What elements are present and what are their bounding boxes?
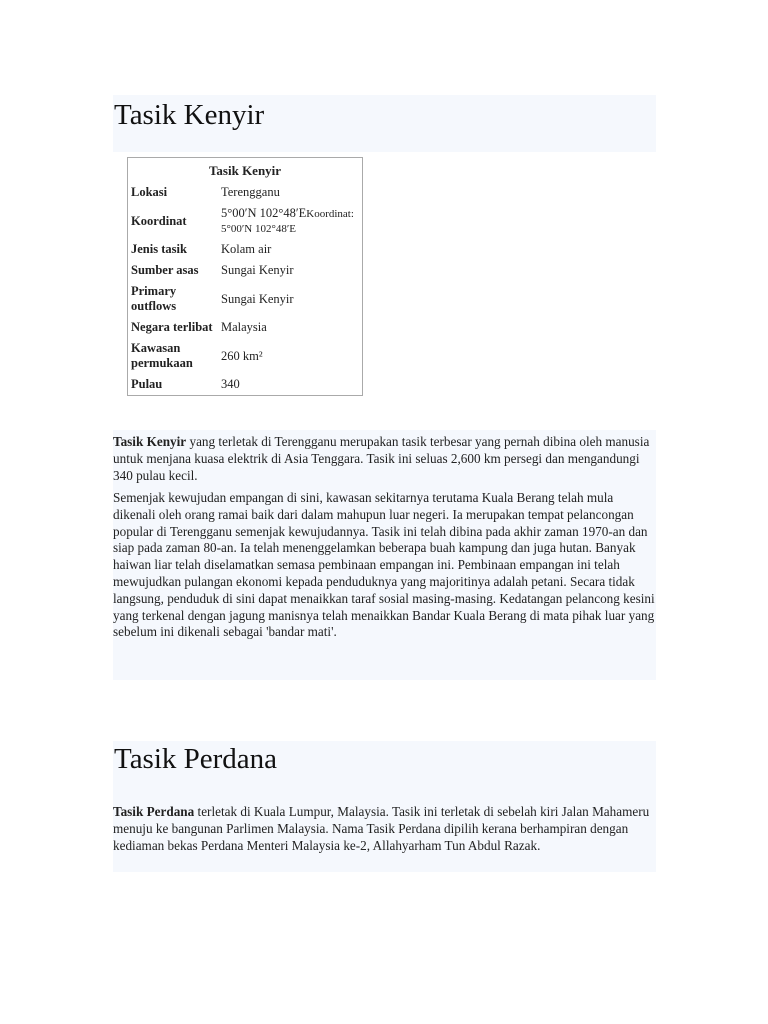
perdana-paragraph-intro	[113, 804, 658, 854]
perdana-intro-text: terletak di Kuala Lumpur, Malaysia. Tasik ini terletak di sebelah kiri Jalan Mahameru menuju ke bangunan Parlimen Malaysia. Nama Tasik Perdana dipilih kerana berhampiran dengan kediaman bekas Perdana Menteri Malaysia ke-2, Allahyarham Tun Abdul Razak.	[113, 804, 650, 853]
infobox-row-koordinat	[128, 203, 362, 239]
infobox-kenyir	[127, 157, 363, 396]
infobox-value: 340	[221, 377, 240, 391]
infobox-value	[219, 203, 362, 239]
infobox-label: Koordinat	[131, 213, 187, 228]
coordinate-value[interactable]: 5°00′N 102°48′E	[221, 206, 307, 220]
infobox-value: 260 km²	[221, 348, 263, 363]
infobox-value: Sungai Kenyir	[221, 291, 294, 306]
kenyir-paragraph-intro	[113, 434, 658, 484]
infobox-label: Negara terlibat	[131, 320, 213, 334]
infobox-label: Jenis tasik	[131, 242, 187, 256]
infobox-label: Primary outflows	[131, 284, 177, 313]
infobox-value: Terengganu	[221, 185, 280, 199]
infobox-label: Sumber asas	[131, 263, 199, 277]
infobox-row-kawasan-permukaan	[128, 338, 362, 374]
perdana-bold-term: Tasik Perdana	[113, 804, 195, 819]
infobox-label: Kawasan permukaan	[131, 341, 193, 370]
kenyir-intro-text: yang terletak di Terengganu merupakan tasik terbesar yang pernah dibina oleh manusia untuk menjana kuasa elektrik di Asia Tenggara. Tasik ini seluas 2,600 km persegi dan mengandungi 340 pulau kecil.	[113, 434, 650, 483]
section-heading-kenyir: Tasik Kenyir	[114, 99, 265, 131]
infobox-label: Lokasi	[131, 185, 168, 199]
infobox-value: Sungai Kenyir	[221, 263, 294, 277]
infobox-row-primary-outflows	[128, 281, 362, 317]
infobox-row-sumber-asas	[128, 260, 362, 281]
infobox-caption: Tasik Kenyir	[208, 163, 282, 178]
infobox-row-pulau	[128, 374, 362, 395]
infobox-value: Malaysia	[221, 320, 267, 334]
kenyir-paragraph-history: Semenjak kewujudan empangan di sini, kawasan sekitarnya terutama Kuala Berang telah mula dikenali oleh orang ramai baik dari dalam mahupun luar negeri. Ia merupakan tempat pelancongan popular di Terengganu semenjak kewujudannya. Tasik ini telah dibina pada akhir zaman 1970-an dan siap pada zaman 80-an. Ia telah menenggelamkan beberapa buah kampung dan juga hutan. Banyak haiwan liar telah diselamatkan semasa pembinaan empangan ini. Pembinaan empangan ini telah mewujudkan pulangan ekonomi kepada penduduknya yang majoritinya adalah petani. Secara tidak langsung, penduduk di sini dapat menaikkan taraf sosial masing-masing. Kedatangan pelancong kesini yang terkenal dengan jagung manisnya telah menaikkan Bandar Kuala Berang di mata pihak luar yang sebelum ini dikenali sebagai 'bandar mati'.	[113, 490, 655, 640]
kenyir-bold-term: Tasik Kenyir	[113, 434, 187, 449]
infobox-row-negara-terlibat	[128, 317, 362, 338]
infobox-row-lokasi	[128, 182, 362, 203]
coordinate-secondary: Koordinat: 5°00′N 102°48′E	[221, 208, 354, 235]
infobox-row-jenis-tasik	[128, 239, 362, 260]
infobox-label: Pulau	[131, 377, 163, 391]
section-heading-perdana: Tasik Perdana	[114, 743, 278, 775]
infobox-value: Kolam air	[221, 242, 272, 256]
